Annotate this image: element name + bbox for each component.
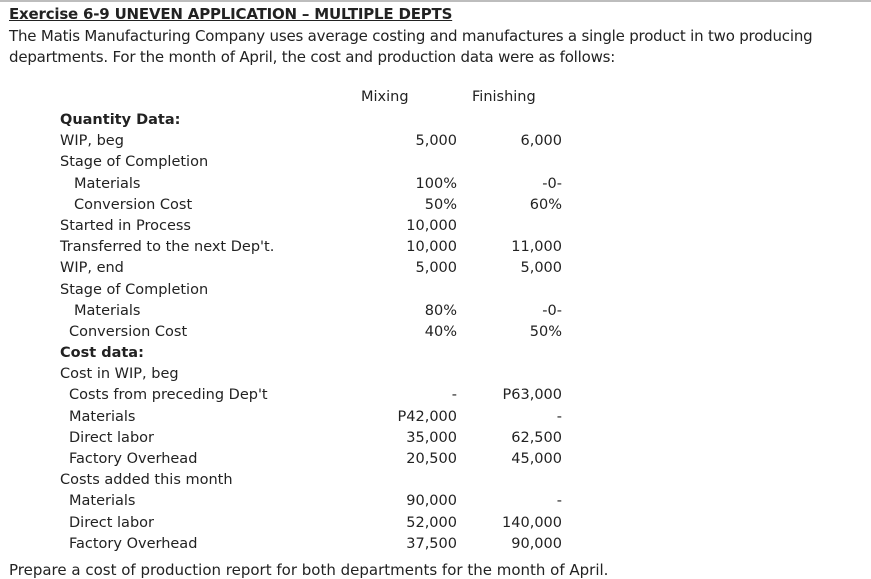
table-row <box>0 386 871 407</box>
mixing-value: 20,500 <box>406 451 457 467</box>
row-label: Factory Overhead <box>69 535 198 552</box>
finishing-value: -0- <box>542 175 562 192</box>
finishing-value: 45,000 <box>511 451 562 467</box>
instruction-text: Prepare a cost of production report for both departments for the month of April. <box>9 561 609 579</box>
row-label: Direct labor <box>69 429 154 446</box>
column-header-finishing: Finishing <box>472 89 536 105</box>
finishing-value: 6,000 <box>520 133 562 150</box>
row-label: Materials <box>69 493 136 510</box>
finishing-value: 60% <box>529 196 562 213</box>
finishing-value: P63,000 <box>502 387 562 404</box>
row-label: Materials <box>74 302 141 319</box>
finishing-value: 62,500 <box>511 429 562 446</box>
row-label: Factory Overhead <box>69 451 198 467</box>
table-row <box>0 408 871 429</box>
row-label: Cost in WIP, beg <box>60 366 179 383</box>
table-row <box>0 492 871 513</box>
finishing-value: 5,000 <box>520 260 562 277</box>
data-table <box>0 111 871 556</box>
table-row <box>0 153 871 174</box>
row-label: Stage of Completion <box>60 154 209 171</box>
finishing-value: 50% <box>529 323 562 340</box>
table-row <box>0 323 871 344</box>
finishing-value: - <box>556 493 562 510</box>
table-row <box>0 217 871 238</box>
table-row <box>0 344 871 365</box>
mixing-value: 90,000 <box>406 493 457 510</box>
mixing-value: 10,000 <box>406 239 457 256</box>
mixing-value: 100% <box>415 175 457 192</box>
finishing-value: - <box>556 408 562 425</box>
row-label: Conversion Cost <box>69 323 188 340</box>
table-row <box>0 429 871 450</box>
row-label: Costs from preceding Dep't <box>69 387 268 404</box>
table-row <box>0 535 871 556</box>
column-header-mixing: Mixing <box>361 89 409 105</box>
table-row <box>0 238 871 259</box>
finishing-value: 11,000 <box>511 239 562 256</box>
mixing-value: 50% <box>424 196 457 213</box>
row-label: Quantity Data: <box>60 112 181 128</box>
row-label: Materials <box>74 175 141 192</box>
row-label: Materials <box>69 408 136 425</box>
table-row <box>0 259 871 280</box>
mixing-value: - <box>451 387 457 404</box>
row-label: Costs added this month <box>60 472 233 489</box>
mixing-value: 5,000 <box>415 133 457 150</box>
mixing-value: 35,000 <box>406 429 457 446</box>
table-row <box>0 132 871 153</box>
mixing-value: P42,000 <box>397 408 457 425</box>
table-row <box>0 281 871 302</box>
table-row <box>0 302 871 323</box>
row-label: WIP, beg <box>60 133 124 150</box>
mixing-value: 37,500 <box>406 535 457 552</box>
mixing-value: 80% <box>424 302 457 319</box>
table-row <box>0 471 871 492</box>
finishing-value: -0- <box>542 302 562 319</box>
mixing-value: 52,000 <box>406 514 457 531</box>
table-row <box>0 514 871 535</box>
exercise-title: Exercise 6-9 UNEVEN APPLICATION – MULTIPLE DEPTS <box>9 5 453 23</box>
row-label: Transferred to the next Dep't. <box>60 239 275 256</box>
row-label: Stage of Completion <box>60 281 209 298</box>
mixing-value: 5,000 <box>415 260 457 277</box>
row-label: Cost data: <box>60 345 144 362</box>
table-row <box>0 365 871 386</box>
row-label: Direct labor <box>69 514 154 531</box>
intro-paragraph: The Matis Manufacturing Company uses average costing and manufactures a single product in two producing departments. For the month of April, the cost and production data were as follows: <box>9 27 813 66</box>
top-divider <box>0 0 871 2</box>
table-row <box>0 175 871 196</box>
mixing-value: 10,000 <box>406 217 457 234</box>
finishing-value: 90,000 <box>511 535 562 552</box>
finishing-value: 140,000 <box>502 514 562 531</box>
table-row <box>0 450 871 471</box>
row-label: WIP, end <box>60 260 124 277</box>
table-row <box>0 196 871 217</box>
mixing-value: 40% <box>424 323 457 340</box>
table-row <box>0 111 871 132</box>
row-label: Started in Process <box>60 217 191 234</box>
row-label: Conversion Cost <box>74 196 193 213</box>
